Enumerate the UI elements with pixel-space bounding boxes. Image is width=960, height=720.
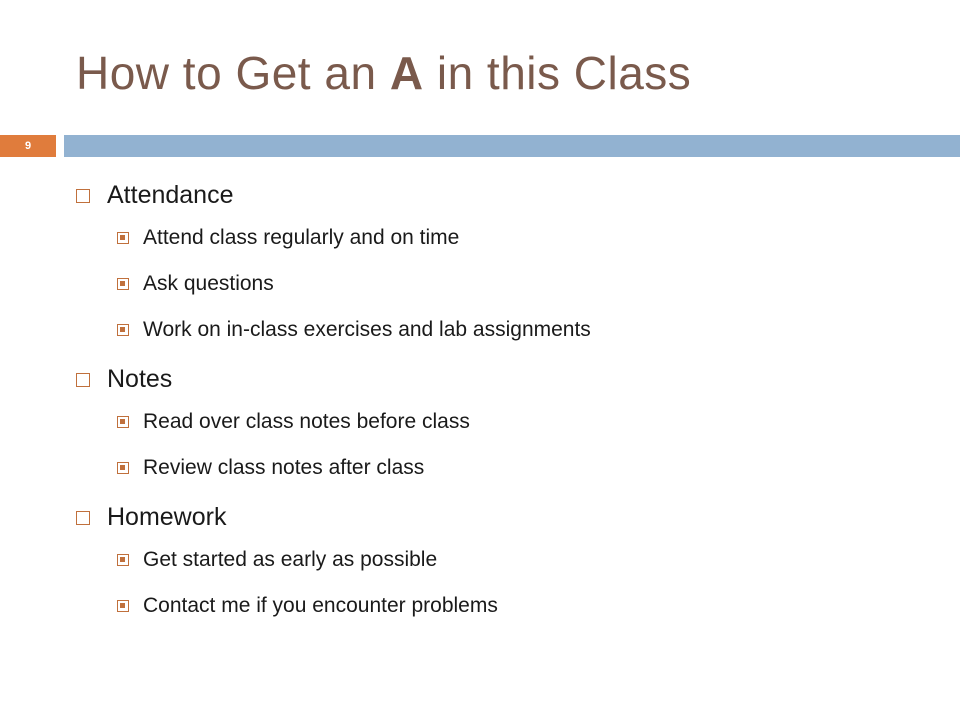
section-heading [76,359,936,399]
list-item-text: Work on in-class exercises and lab assignments [143,318,591,341]
slide-number: 9 [0,135,56,157]
hollow-square-bullet-icon [76,511,90,525]
list-item-text: Get started as early as possible [143,548,438,571]
filled-square-bullet-icon [117,232,129,244]
filled-square-bullet-icon [117,600,129,612]
filled-square-bullet-icon [117,462,129,474]
section-heading [76,175,936,215]
list-item-text: Attend class regularly and on time [143,226,460,249]
list-item [76,537,936,583]
title-text-bold: A [389,47,424,99]
section-heading-text: Notes [107,364,173,393]
title-text-post: in this Class [423,47,692,99]
list-item-text: Ask questions [143,272,274,295]
list-item-text: Contact me if you encounter problems [143,594,498,617]
list-item [76,583,936,629]
title-text-pre: How to Get an [76,47,390,99]
slide-title [76,46,691,100]
title-divider-bar [64,135,960,157]
list-item [76,215,936,261]
bullet-list [76,175,936,635]
hollow-square-bullet-icon [76,189,90,203]
section-heading-text: Attendance [107,180,234,209]
list-item [76,261,936,307]
hollow-square-bullet-icon [76,373,90,387]
filled-square-bullet-icon [117,416,129,428]
section-heading-text: Homework [107,502,227,531]
filled-square-bullet-icon [117,324,129,336]
filled-square-bullet-icon [117,278,129,290]
list-item-text: Read over class notes before class [143,410,470,433]
section-homework [76,497,936,629]
list-item [76,445,936,491]
list-item [76,399,936,445]
list-item [76,307,936,353]
section-attendance [76,175,936,353]
filled-square-bullet-icon [117,554,129,566]
section-heading [76,497,936,537]
section-notes [76,359,936,491]
list-item-text: Review class notes after class [143,456,425,479]
